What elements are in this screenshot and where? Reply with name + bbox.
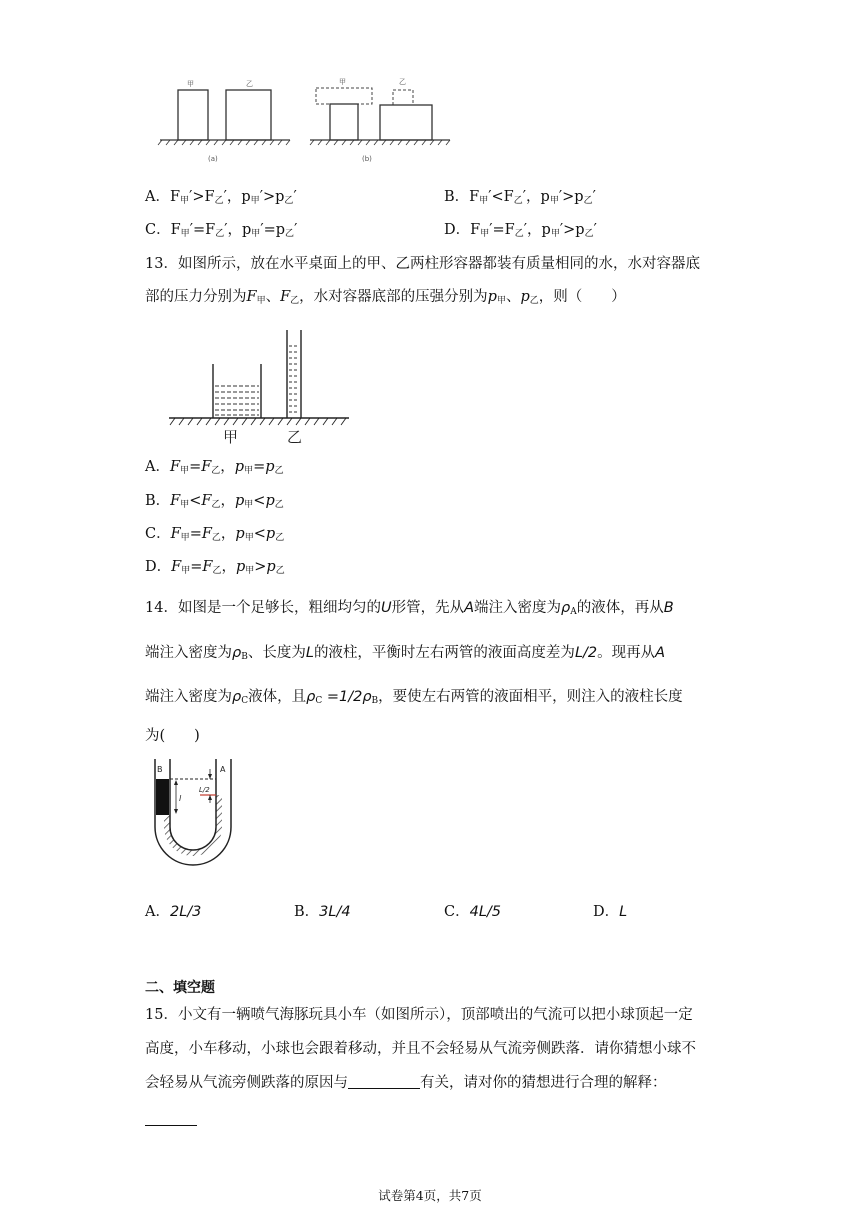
q12-fig-b-right-label: 乙 — [399, 78, 406, 86]
q13-option-a[interactable]: A．$F_甲=F_乙$，$p_甲=p_乙$ — [145, 459, 284, 476]
q15-answer-blank-2[interactable] — [145, 1125, 197, 1126]
q12-option-c[interactable]: C．$F_甲'=F_乙'$，$p_甲'=p_乙'$ — [145, 222, 298, 239]
q14-fig-label-l2: L/2 — [199, 786, 210, 794]
q14-stem-line1: 14．如图是一个足够长，粗细均匀的U形管，先从A端注入密度为$\rho_A$的液体，再从B — [145, 600, 674, 617]
q14-stem-line2: 端注入密度为$\rho_B$、长度为L的液柱，平衡时左右两管的液面高度差为L/2。现再从A — [145, 645, 666, 662]
q12-fig-a-right-label: 乙 — [246, 80, 253, 88]
q12-fig-a-left-label: 甲 — [187, 80, 194, 88]
q13-option-d[interactable]: D．$F_甲=F_乙$，$p_甲>p_乙$ — [145, 559, 285, 576]
q12-figure — [150, 72, 460, 172]
q12-option-b[interactable]: B．$F_甲'<F_乙'$，$p_甲'>p_乙'$ — [444, 189, 596, 206]
q15-stem-line3: 会轻易从气流旁侧跌落的原因与 有关，请对你的猜想进行合理的解释： — [145, 1075, 667, 1091]
q15-stem-line1: 15．小文有一辆喷气海豚玩具小车（如图所示），顶部喷出的气流可以把小球顶起一定 — [145, 1007, 693, 1023]
q13-option-b[interactable]: B．$F_甲<F_乙$，$p_甲<p_乙$ — [145, 493, 284, 510]
q14-fig-label-l: l — [179, 794, 182, 803]
q13-fig-label-yi: 乙 — [287, 428, 303, 446]
q14-stem-line4: 为( ) — [145, 728, 200, 744]
q14-fig-label-b: B — [157, 765, 163, 774]
q14-option-b[interactable]: B．3L/4 — [294, 904, 351, 920]
q14-option-a[interactable]: A．2L/3 — [145, 904, 202, 920]
q12-fig-b-caption: (b) — [362, 155, 372, 163]
q14-option-d[interactable]: D．L — [593, 904, 628, 920]
q12-figure-b — [310, 78, 450, 163]
q13-container-jia — [213, 364, 261, 418]
q13-figure — [165, 326, 355, 448]
q15-stem-line2: 高度，小车移动，小球也会跟着移动，并且不会轻易从气流旁侧跌落．请你猜想小球不 — [145, 1041, 696, 1057]
q13-container-yi — [287, 330, 301, 418]
q12-fig-a-caption: (a) — [208, 155, 218, 163]
q14-option-c[interactable]: C．4L/5 — [444, 904, 502, 920]
q12-fig-b-left-label: 甲 — [339, 78, 346, 86]
q12-option-a[interactable]: A．$F_甲'>F_乙'$，$p_甲'>p_乙'$ — [145, 189, 297, 206]
q13-stem-line1: 13．如图所示，放在水平桌面上的甲、乙两柱形容器都装有质量相同的水，水对容器底 — [145, 256, 700, 272]
q14-fig-label-a: A — [220, 765, 226, 774]
q15-answer-blank-1[interactable] — [348, 1074, 420, 1089]
q13-option-c[interactable]: C．$F_甲=F_乙$，$p_甲<p_乙$ — [145, 526, 285, 543]
page-footer: 试卷第4页，共7页 — [378, 1188, 482, 1203]
q14-u-tube-figure — [150, 757, 236, 875]
q13-stem-line2: 部的压力分别为$F_甲$、$F_乙$，水对容器底部的压强分别为$p_甲$、$p_乙$，则（ ） — [145, 289, 626, 306]
q12-figure-a — [158, 80, 290, 163]
q12-option-d[interactable]: D．$F_甲'=F_乙'$，$p_甲'>p_乙'$ — [444, 222, 597, 239]
section-title-fill-in: 二、填空题 — [145, 980, 215, 996]
q13-fig-label-jia: 甲 — [223, 428, 239, 446]
q14-stem-line3: 端注入密度为$\rho_C$液体，且$\rho_C =1/2\rho_B$，要使左右两管的液面相平，则注入的液柱长度 — [145, 689, 683, 706]
